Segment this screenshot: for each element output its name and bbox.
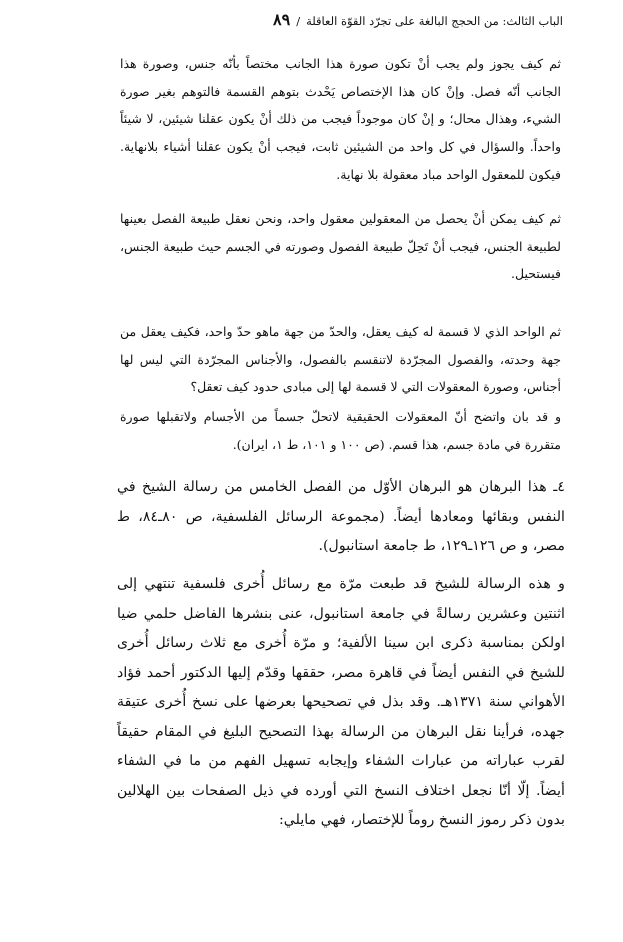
chapter-title: الباب الثالث: من الحجج البالغة على تجرّد القوّة العاقلة bbox=[306, 14, 563, 28]
paragraph-text: ثم كيف يجوز ولم يجب أنْ تكون صورة هذا الجانب مختصاً بأنّه جنس، وصورة هذا الجانب أنّه فصل. وإنْ كان هذا الإختصاص يَحْدث بتوهم القسمة فالتوهم بغير صورة الشيء، وهذال محال؛ و إنْ كان موجوداً فيجب من ذلك أنْ يكون عقلنا شيئين، لا شيئاً واحداً. والسؤال في كل واحد من الشيئين ثابت، فيجب أنْ يكون عقلنا أشياء بلانهاية. فيكون للمعقول الواحد مباد معقولة بلا نهاية. bbox=[120, 56, 561, 182]
section-4-paragraph bbox=[117, 473, 565, 562]
page-number: ٨٩ bbox=[273, 10, 291, 29]
edition-notes-paragraph bbox=[117, 570, 565, 836]
paragraph-text: ثم كيف يمكن أنْ يحصل من المعقولين معقول واحد، ونحن نعقل طبيعة الفصل بعينها لطبيعة الجنس، فيجب أنْ تَحِلّ طبيعة الفصول وصورته في الجسم حيث طبيعة الجنس، فيستحيل. bbox=[120, 211, 561, 282]
header-separator: / bbox=[296, 14, 301, 28]
running-header bbox=[70, 10, 563, 34]
quoted-paragraph-3 bbox=[120, 318, 561, 401]
quoted-paragraph-2 bbox=[120, 205, 561, 288]
paragraph-text: ثم الواحد الذي لا قسمة له كيف يعقل، والحدّ من جهة ماهو حدّ واحد، فكيف يعقل من جهة وحدته، والفصول المجرّدة لاتنقسم بالفصول، والأجناس المجرّدة التي ليس لها أجناس، وصورة المعقولات التي لا قسمة لها إلى مبادى حدود كيف تعقل؟ bbox=[120, 324, 561, 395]
quoted-paragraph-4 bbox=[120, 403, 561, 458]
paragraph-text: و هذه الرسالة للشيخ قد طبعت مرّة مع رسائل أُخرى فلسفية تنتهي إلى اثنتين وعشرين رسالةً في جامعة استانبول، عنى بنشرها الفاضل حلمي ضيا اولكن بمناسبة ذكرى ابن سينا الألفية؛ و مرّة أُخرى مع ثلاث رسائل أُخرى للشيخ في النفس أيضاً في قاهرة مصر، حققها وقدّم إليها الدكتور أحمد فؤاد الأهواني سنة ١٣٧١هـ. وقد بذل في تصحيحها بعرضها على نسخ أُخرى عتيقة جهده، فرأينا نقل البرهان من الرسالة بهذا التصحيح البليغ في المقام حقيقاً لقرب عباراته من عبارات الشفاء وإيجابه تسهيل الفهم من ما في الشفاء أيضاً. إلّا أنّا نجعل اختلاف النسخ التي أورده في ذيل الصفحات بين الهلالين بدون ذكر رموز النسخ روماً للإختصار، فهي مايلي: bbox=[117, 576, 566, 828]
paragraph-text: ٤ـ هذا البرهان هو البرهان الأوّل من الفصل الخامس من رسالة الشيخ في النفس وبقائها ومعادها أيضاً. (مجموعة الرسائل الفلسفية، ص ٨٠ـ٨٤، ط مصر، و ص ١٢٦ـ١٢٩، ط جامعة استانبول). bbox=[117, 479, 566, 554]
paragraph-text: و قد بان واتضح أنّ المعقولات الحقيقية لاتحلّ جسماً من الأجسام ولاتقبلها صورة متقررة في مادة جسم، هذا قسم. (ص ١٠٠ و ١٠١، ط ١، ايران). bbox=[120, 409, 561, 452]
quoted-paragraph-1 bbox=[120, 50, 561, 189]
